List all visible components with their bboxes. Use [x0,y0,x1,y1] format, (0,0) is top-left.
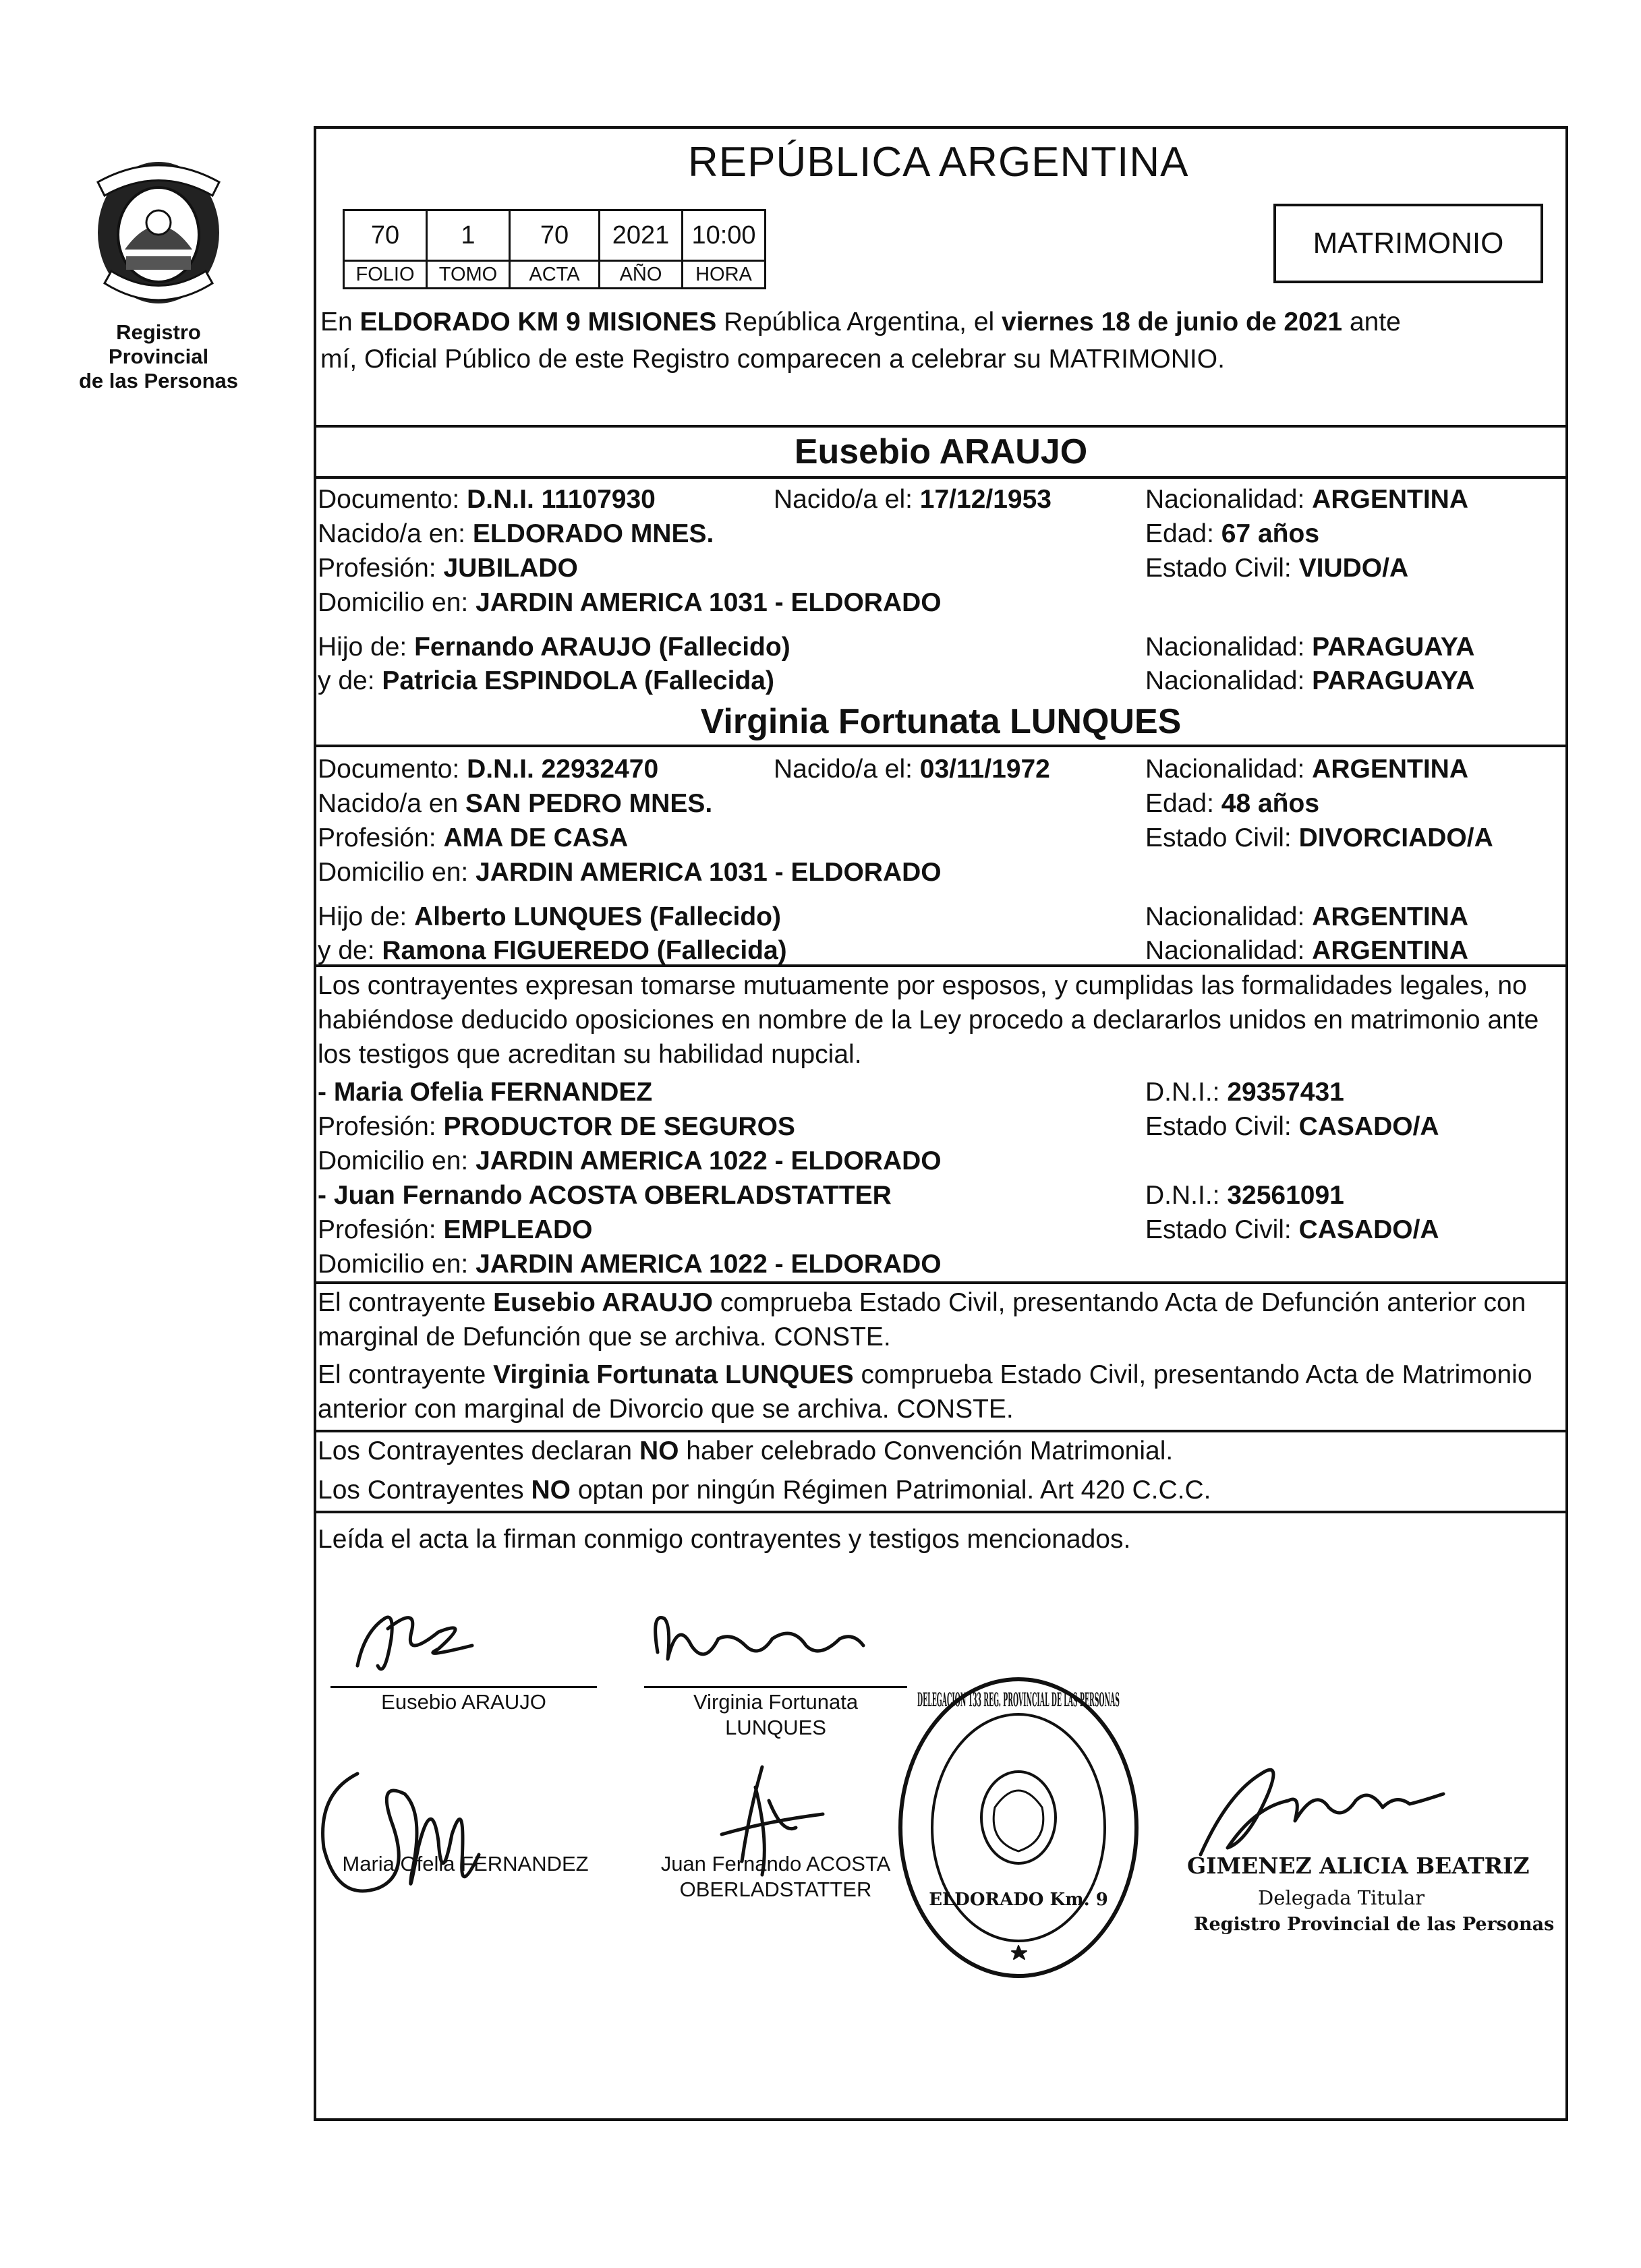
contrayente1-name: Eusebio ARAUJO [794,432,1088,471]
witness2-dni: D.N.I.: 32561091 [1145,1181,1344,1210]
country-title: REPÚBLICA ARGENTINA [688,139,1189,185]
signature-name-virginia-1: Virginia Fortunata [693,1690,859,1714]
c2-father-nationality: Nacionalidad: ARGENTINA [1145,902,1469,931]
declaration-line2: habiéndose deducido oposiciones en nombre de la Ley procedo a declararlos unidos en matrimonio ante [318,1006,1539,1035]
c1-document: Documento: D.N.I. 11107930 [318,485,656,514]
divider [314,1281,1568,1284]
c2-document: Documento: D.N.I. 22932470 [318,755,659,784]
c2-profession: Profesión: AMA DE CASA [318,823,629,852]
c1-mother: y de: Patricia ESPINDOLA (Fallecida) [318,666,774,695]
closing-statement: Leída el acta la firman conmigo contrayentes y testigos mencionados. [318,1525,1131,1554]
c1-address: Domicilio en: JARDIN AMERICA 1031 - ELDORADO [318,588,942,617]
divider [314,425,1568,428]
c2-birthplace: Nacido/a en SAN PEDRO MNES. [318,789,713,818]
c2-address: Domicilio en: JARDIN AMERICA 1031 - ELDORADO [318,858,942,887]
c1-mother-nationality: Nacionalidad: PARAGUAYA [1145,666,1475,695]
contrayente2-name: Virginia Fortunata LUNQUES [700,702,1182,741]
c2-mother: y de: Ramona FIGUEREDO (Fallecida) [318,936,787,965]
c1-profession: Profesión: JUBILADO [318,554,578,583]
hour-value: 10:00 [683,210,766,261]
acta-type-box: MATRIMONIO [1273,204,1543,283]
officer-organization: Registro Provincial de las Personas [1194,1914,1555,1935]
declaration-line3: los testigos que acreditan su habilidad nupcial. [318,1040,862,1069]
c1-birthdate: Nacido/a el: 17/12/1953 [774,485,1052,514]
tomo-label: TOMO [427,261,510,289]
signature-name-juan-1: Juan Fernando ACOSTA [660,1852,891,1876]
divider [314,1430,1568,1432]
declaration-line1: Los contrayentes expresan tomarse mutuamente por esposos, y cumplidas las formalidades legales, no [318,971,1527,1000]
witness2-civil-status: Estado Civil: CASADO/A [1145,1215,1439,1244]
folio-label: FOLIO [344,261,427,289]
registry-name-line1: Registro Provincial [108,320,209,368]
seal-ring-text: DELEGACION 133 REG. PROVINCIAL DE LAS PERSONAS [917,1689,1120,1711]
witness1-profession: Profesión: PRODUCTOR DE SEGUROS [318,1112,795,1141]
witness1-name: - Maria Ofelia FERNANDEZ [318,1078,653,1107]
c2-age: Edad: 48 años [1145,789,1320,818]
signature-name-juan-2: OBERLADSTATTER [679,1878,872,1901]
c1-father: Hijo de: Fernando ARAUJO (Fallecido) [318,633,790,662]
c2-mother-nationality: Nacionalidad: ARGENTINA [1145,936,1469,965]
convention-line2: Los Contrayentes NO optan por ningún Régimen Patrimonial. Art 420 C.C.C. [318,1476,1211,1505]
witness2-profession: Profesión: EMPLEADO [318,1215,593,1244]
c2-father: Hijo de: Alberto LUNQUES (Fallecido) [318,902,781,931]
folio-value: 70 [344,210,427,261]
registry-name-line2: de las Personas [78,369,239,392]
c1-civil-status: Estado Civil: VIUDO/A [1145,554,1409,583]
divider [314,1511,1568,1513]
signature-name-maria: Maria Ofelia FERNANDEZ [342,1852,589,1876]
c2-nationality: Nacionalidad: ARGENTINA [1145,755,1469,784]
year-value: 2021 [600,210,683,261]
c2-civil-status: Estado Civil: DIVORCIADO/A [1145,823,1493,852]
signature-eusebio [337,1592,486,1686]
c1-nationality: Nacionalidad: ARGENTINA [1145,485,1469,514]
divider [314,476,1568,479]
intro-line1: En ELDORADO KM 9 MISIONES República Argentina, el viernes 18 de junio de 2021 ante [320,308,1401,337]
acta-label: ACTA [510,261,600,289]
c1-birthplace: Nacido/a en: ELDORADO MNES. [318,519,714,548]
signature-line [644,1686,907,1688]
signature-name-virginia-2: LUNQUES [725,1716,826,1739]
province-seal-icon [84,155,233,317]
witness2-address: Domicilio en: JARDIN AMERICA 1022 - ELDORADO [318,1250,942,1279]
officer-role: Delegada Titular [1258,1886,1425,1909]
seal-inner-text: ELDORADO Km. 9 [929,1890,1108,1910]
signature-virginia [651,1605,873,1673]
witness2-name: - Juan Fernando ACOSTA OBERLADSTATTER [318,1181,892,1210]
hour-label: HORA [683,261,766,289]
convention-line1: Los Contrayentes declaran NO haber celebrado Convención Matrimonial. [318,1436,1174,1465]
witness1-address: Domicilio en: JARDIN AMERICA 1022 - ELDORADO [318,1146,942,1175]
c1-father-nationality: Nacionalidad: PARAGUAYA [1145,633,1475,662]
tomo-value: 1 [427,210,510,261]
witness1-dni: D.N.I.: 29357431 [1145,1078,1344,1107]
proof1-line1: El contrayente Eusebio ARAUJO comprueba Estado Civil, presentando Acta de Defunción anterior con [318,1288,1526,1317]
acta-value: 70 [510,210,600,261]
signature-maria [317,1753,519,1915]
signature-line [330,1686,597,1688]
intro-line2: mí, Oficial Público de este Registro comparecen a celebrar su MATRIMONIO. [320,345,1225,374]
witness1-civil-status: Estado Civil: CASADO/A [1145,1112,1439,1141]
official-seal [894,1673,1143,1983]
proof1-line2: marginal de Defunción que se archiva. CONSTE. [318,1322,891,1351]
proof2-line1: El contrayente Virginia Fortunata LUNQUES comprueba Estado Civil, presentando Acta de Matrimonio [318,1360,1532,1389]
registry-logo [67,155,250,393]
proof2-line2: anterior con marginal de Divorcio que se archiva. CONSTE. [318,1395,1014,1424]
year-label: AÑO [600,261,683,289]
c2-birthdate: Nacido/a el: 03/11/1972 [774,755,1050,784]
divider [314,745,1568,747]
officer-name: GIMENEZ ALICIA BEATRIZ [1187,1853,1530,1879]
signature-name-eusebio: Eusebio ARAUJO [381,1690,546,1714]
c1-age: Edad: 67 años [1145,519,1320,548]
registry-grid [343,209,766,289]
